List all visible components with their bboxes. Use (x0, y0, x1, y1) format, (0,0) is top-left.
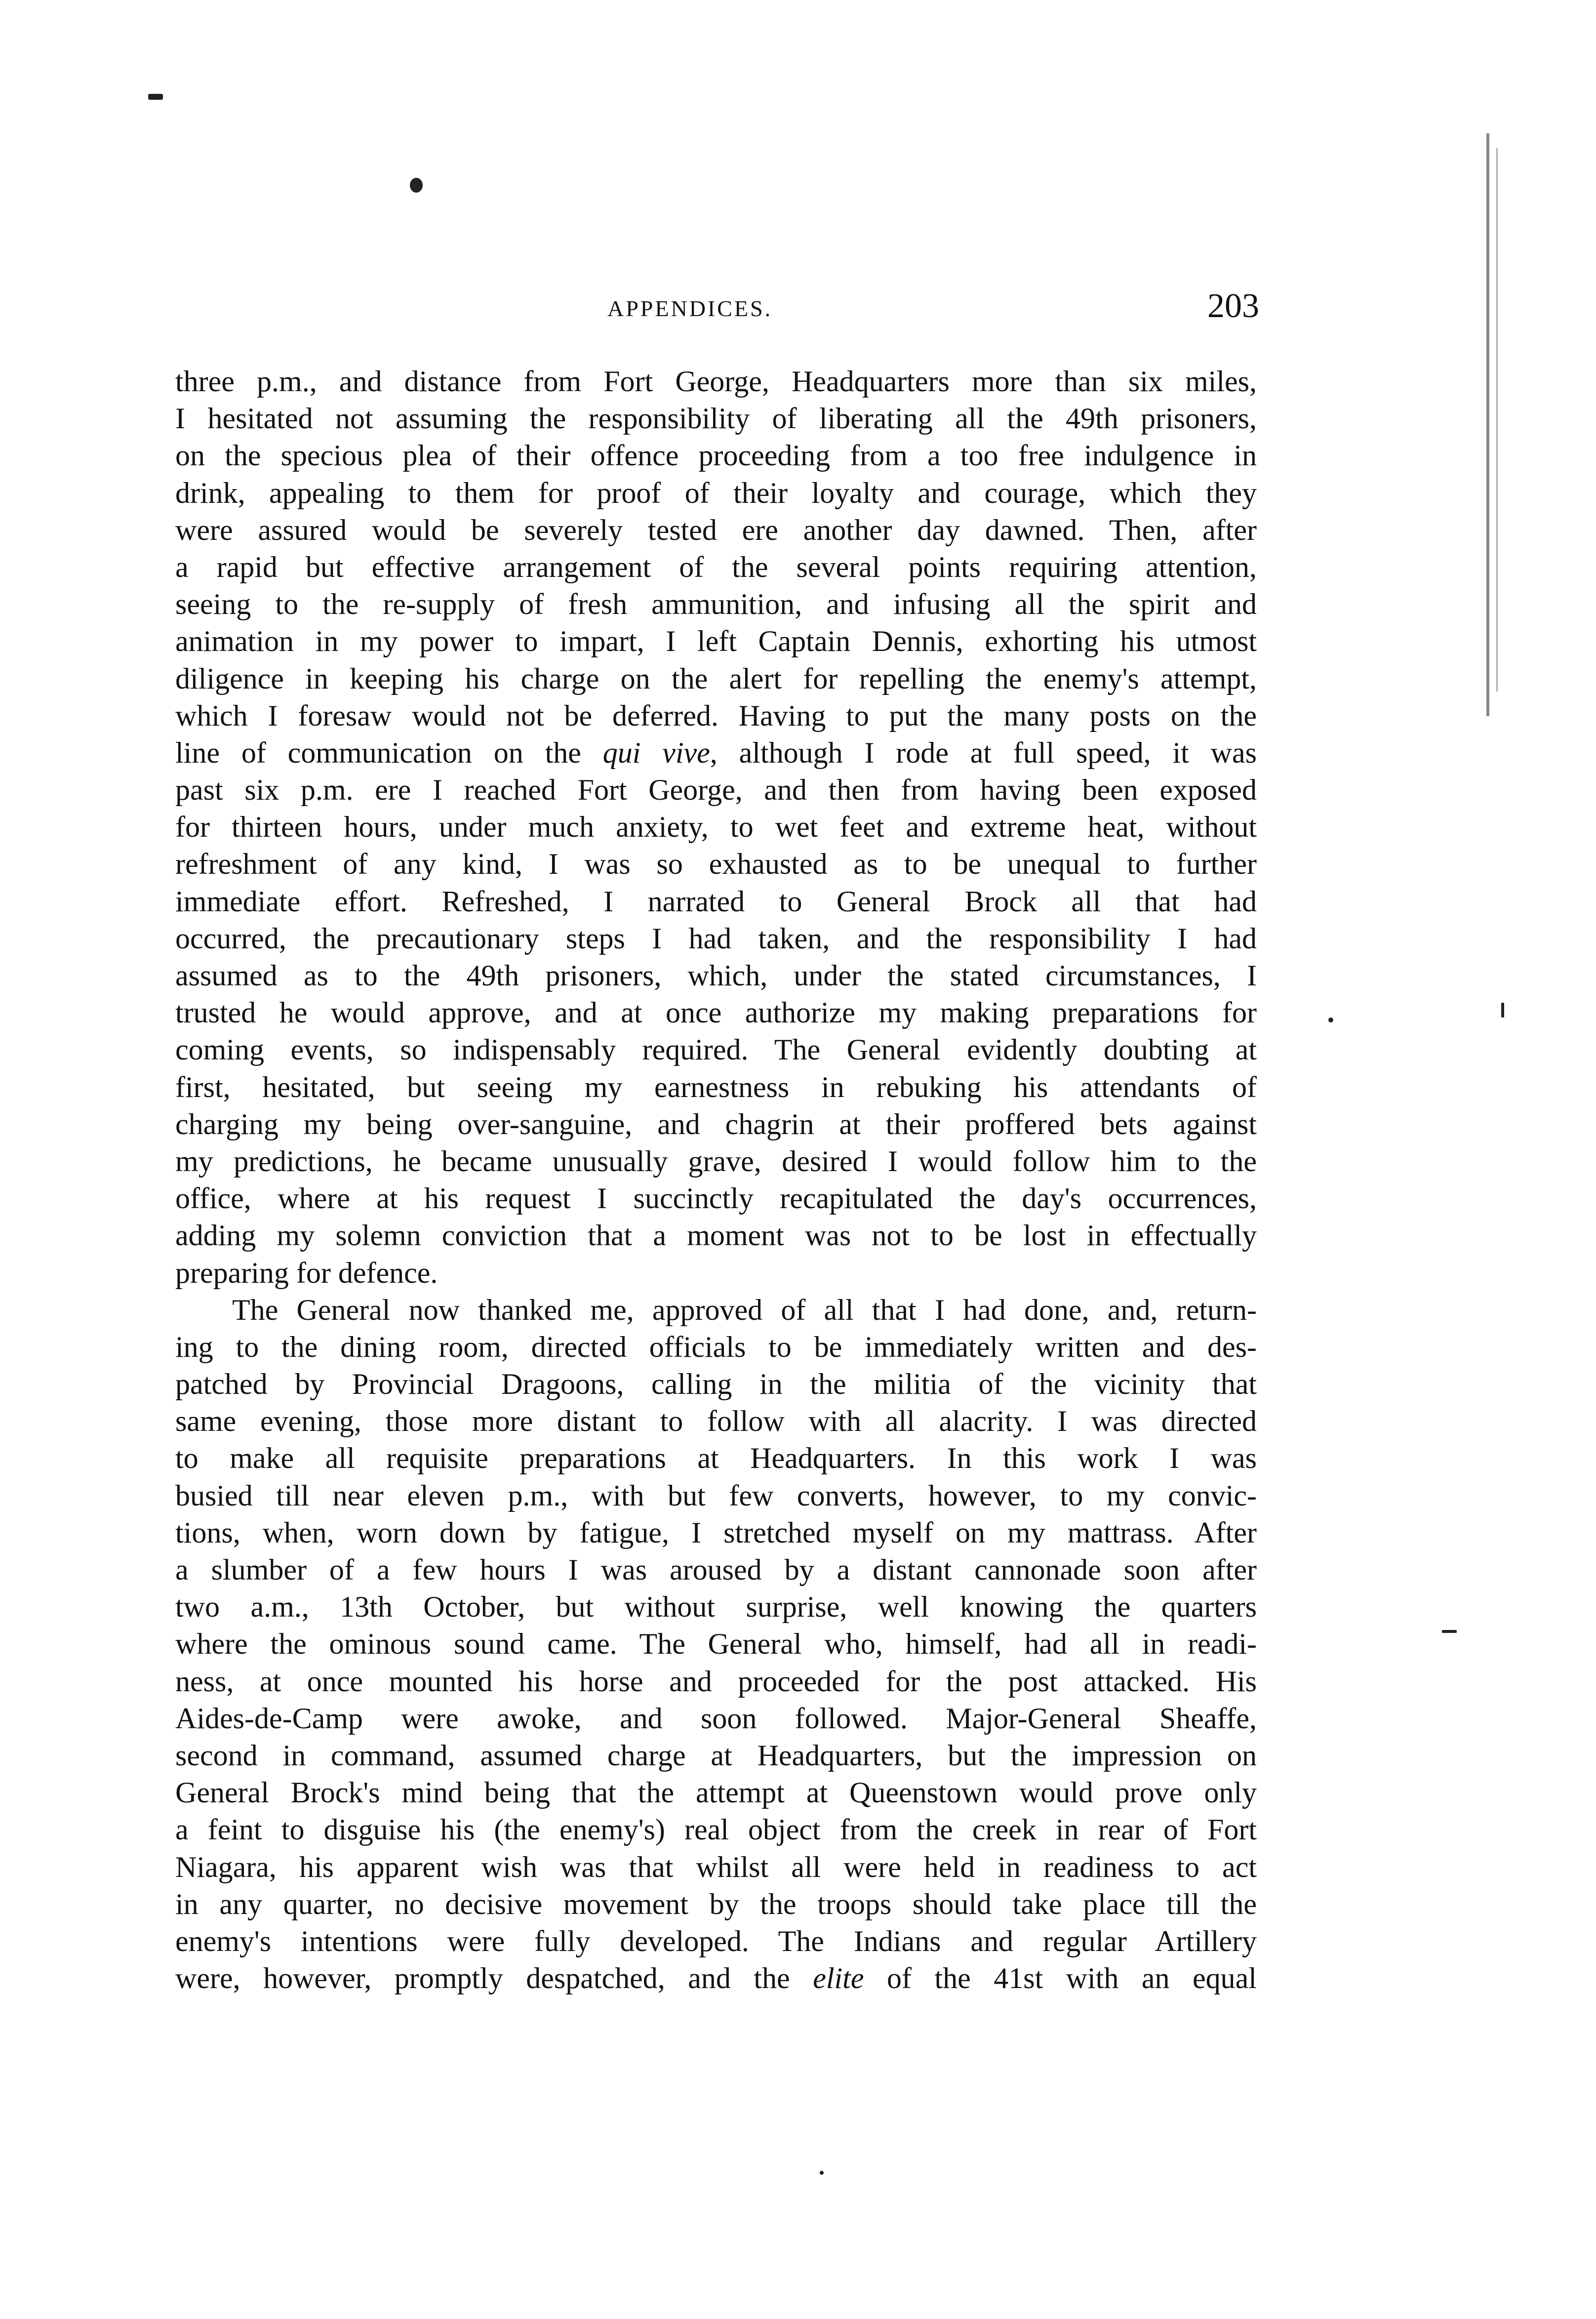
text-line: coming events, so indispensably required. The General evidently doubting at (175, 1033, 1257, 1066)
text-line: two a.m., 13th October, but without surprise, well knowing the quarters (175, 1590, 1257, 1624)
text-line: same evening, those more distant to follow with all alacrity. I was directed (175, 1405, 1257, 1438)
text-line: drink, appealing to them for proof of their loyalty and courage, which they (175, 476, 1257, 509)
text-line: for thirteen hours, under much anxiety, to wet feet and extreme heat, without (175, 811, 1257, 844)
scan-speck (1442, 1630, 1457, 1633)
text-line: enemy's intentions were fully developed. The Indians and regular Artillery (175, 1924, 1257, 1957)
text-line: Aides-de-Camp were awoke, and soon followed. Major-General Sheaffe, (175, 1702, 1257, 1735)
text-line: assumed as to the 49th prisoners, which, under the stated circumstances, I (175, 959, 1257, 992)
paragraph-2 (175, 1292, 1257, 1997)
text-line: line of communication on the qui vive, although I rode at full speed, it was (175, 736, 1257, 769)
text-line: which I foresaw would not be deferred. Having to put the many posts on the (175, 699, 1257, 732)
scan-speck (148, 94, 163, 100)
paragraph-1 (175, 363, 1257, 1292)
text-line: office, where at his request I succinctly recapitulated the day's occurrences, (175, 1182, 1257, 1215)
text-line: I hesitated not assuming the responsibility of liberating all the 49th prisoners, (175, 402, 1257, 435)
scan-speck (1501, 1003, 1504, 1017)
italic-phrase: qui vive (602, 736, 710, 769)
running-head: APPENDICES. (607, 296, 773, 321)
text-line: in any quarter, no decisive movement by the troops should take place till the (175, 1887, 1257, 1920)
text-line: a slumber of a few hours I was aroused by a distant cannonade soon after (175, 1553, 1257, 1586)
text-line: occurred, the precautionary steps I had taken, and the responsibility I had (175, 922, 1257, 955)
text-line: to make all requisite preparations at Headquarters. In this work I was (175, 1442, 1257, 1475)
text-line: on the specious plea of their offence proceeding from a too free indulgence in (175, 439, 1257, 472)
text-line: General Brock's mind being that the attempt at Queenstown would prove only (175, 1776, 1257, 1809)
scan-edge-bar (1486, 133, 1489, 716)
scan-speck (820, 2171, 824, 2175)
text-line: were assured would be severely tested ere another day dawned. Then, after (175, 513, 1257, 546)
text-line: tions, when, worn down by fatigue, I stretched myself on my mattrass. After (175, 1516, 1257, 1549)
text-line: trusted he would approve, and at once authorize my making preparations for (175, 996, 1257, 1029)
text-line: immediate effort. Refreshed, I narrated to General Brock all that had (175, 885, 1257, 918)
text-line: past six p.m. ere I reached Fort George, and then from having been exposed (175, 773, 1257, 807)
text-line: ing to the dining room, directed officials to be immediately written and des- (175, 1330, 1257, 1363)
text-line: ness, at once mounted his horse and proceeded for the post attacked. His (175, 1665, 1257, 1698)
text-line: patched by Provincial Dragoons, calling in the militia of the vicinity that (175, 1368, 1257, 1401)
italic-phrase: elite (813, 1962, 864, 1995)
text-line: adding my solemn conviction that a moment was not to be lost in effectually (175, 1219, 1257, 1252)
text-line: charging my being over-sanguine, and chagrin at their proffered bets against (175, 1107, 1257, 1140)
text-line: refreshment of any kind, I was so exhausted as to be unequal to further (175, 848, 1257, 881)
page-header (173, 286, 1259, 331)
scan-speck (1328, 1017, 1333, 1022)
body-text (175, 363, 1257, 1997)
text-line: where the ominous sound came. The General who, himself, had all in readi- (175, 1627, 1257, 1661)
text-line: Niagara, his apparent wish was that whilst all were held in readiness to act (175, 1850, 1257, 1883)
text-line: were, however, promptly despatched, and the elite of the 41st with an equal (175, 1962, 1257, 1995)
text-line: animation in my power to impart, I left Captain Dennis, exhorting his utmost (175, 625, 1257, 658)
text-line: busied till near eleven p.m., with but few converts, however, to my convic- (175, 1479, 1257, 1512)
text-line: first, hesitated, but seeing my earnestness in rebuking his attendants of (175, 1070, 1257, 1103)
text-line: three p.m., and distance from Fort George, Headquarters more than six miles, (175, 365, 1257, 398)
text-line: The General now thanked me, approved of all that I had done, and, return- (232, 1293, 1257, 1326)
scan-edge-bar (1496, 148, 1498, 692)
scan-speck (410, 178, 423, 193)
text-line: a feint to disguise his (the enemy's) real object from the creek in rear of Fort (175, 1813, 1257, 1846)
text-line: a rapid but effective arrangement of the several points requiring attention, (175, 550, 1257, 583)
text-line: seeing to the re-supply of fresh ammunition, and infusing all the spirit and (175, 588, 1257, 621)
text-line: diligence in keeping his charge on the alert for repelling the enemy's attempt, (175, 662, 1257, 695)
page-number: 203 (1207, 287, 1259, 325)
text-line: preparing for defence. (175, 1256, 438, 1289)
text-line: second in command, assumed charge at Headquarters, but the impression on (175, 1739, 1257, 1772)
text-line: my predictions, he became unusually grave, desired I would follow him to the (175, 1144, 1257, 1178)
